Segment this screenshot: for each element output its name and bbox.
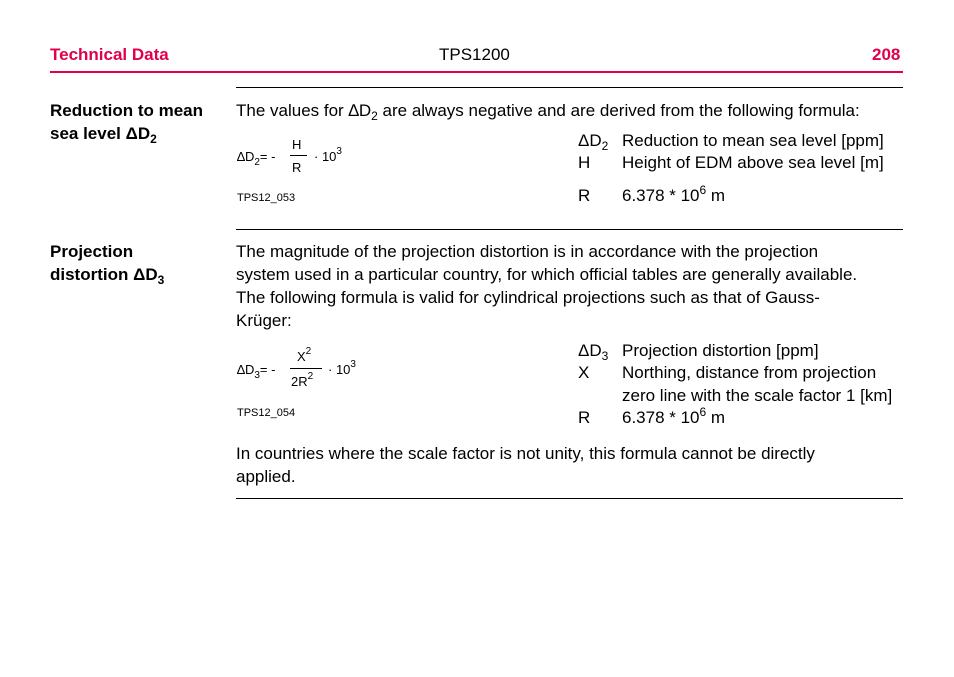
formula-factor: · $10^3$ xyxy=(328,359,356,377)
section-divider xyxy=(236,87,903,88)
header-divider xyxy=(50,71,903,73)
paragraph-line: The following formula is valid for cylindrical projections such as that of Gauss- xyxy=(236,288,820,307)
legend-text-line: zero line with the scale factor 1 [km] xyxy=(622,386,893,405)
legend-symbol: R xyxy=(578,408,591,427)
formula-denominator: $2R^2$ xyxy=(291,371,314,389)
projection-side-title-line2: distortion $\Delta D_3$ xyxy=(50,265,165,287)
legend-symbol: H xyxy=(578,153,591,172)
legend-text: Height of EDM above sea level [m] xyxy=(622,153,884,172)
legend-text-line: Northing, distance from projection xyxy=(622,363,877,382)
projection-side-title-line1: Projection xyxy=(50,242,134,261)
legend-symbol: $\Delta D_3$ xyxy=(578,341,609,363)
legend-text: $6.378 * 10^6$ m xyxy=(622,405,726,427)
reduction-intro: The values for $\Delta D_2$ are always negative and are derived from the following formula: xyxy=(236,101,860,123)
projection-side-title xyxy=(50,240,225,286)
paragraph-line: The magnitude of the projection distortion is in accordance with the projection xyxy=(236,242,819,261)
reduction-side-title-line2: sea level $\Delta D_2$ xyxy=(50,124,157,146)
header-section-title: Technical Data xyxy=(50,45,169,64)
fraction-bar xyxy=(290,368,322,369)
header-product: TPS1200 xyxy=(439,45,510,64)
paragraph-line: In countries where the scale factor is not unity, this formula cannot be directly xyxy=(236,444,815,463)
fraction-bar xyxy=(290,155,307,156)
paragraph-line: Krüger: xyxy=(236,311,292,330)
legend-symbol: X xyxy=(578,363,590,382)
formula-numerator: $X^2$ xyxy=(297,346,312,364)
section-divider xyxy=(236,229,903,230)
figure-id: TPS12_053 xyxy=(237,192,296,204)
formula-lhs: $\Delta D_3=$ - xyxy=(237,362,276,381)
figure-id: TPS12_054 xyxy=(237,407,296,419)
paragraph-line: applied. xyxy=(236,467,296,486)
paragraph-line: system used in a particular country, for which official tables are generally available. xyxy=(236,265,858,284)
formula-lhs: $\Delta D_2=$ - xyxy=(237,149,276,168)
legend-text: Projection distortion [ppm] xyxy=(622,341,819,360)
projection-note xyxy=(236,442,906,488)
legend-text: Reduction to mean sea level [ppm] xyxy=(622,131,884,150)
legend-symbol: R xyxy=(578,186,591,205)
legend-text xyxy=(622,361,892,407)
formula-denominator: R xyxy=(292,160,302,175)
legend-text: $6.378 * 10^6$ m xyxy=(622,183,726,205)
formula-factor: · $10^3$ xyxy=(314,146,342,164)
reduction-side-title-line1: Reduction to mean xyxy=(50,101,204,120)
projection-intro xyxy=(236,240,906,332)
legend-symbol: $\Delta D_2$ xyxy=(578,131,609,153)
header-page-number: 208 xyxy=(872,45,901,64)
formula-numerator: H xyxy=(292,137,302,152)
reduction-side-title xyxy=(50,99,225,145)
section-divider xyxy=(236,498,903,499)
